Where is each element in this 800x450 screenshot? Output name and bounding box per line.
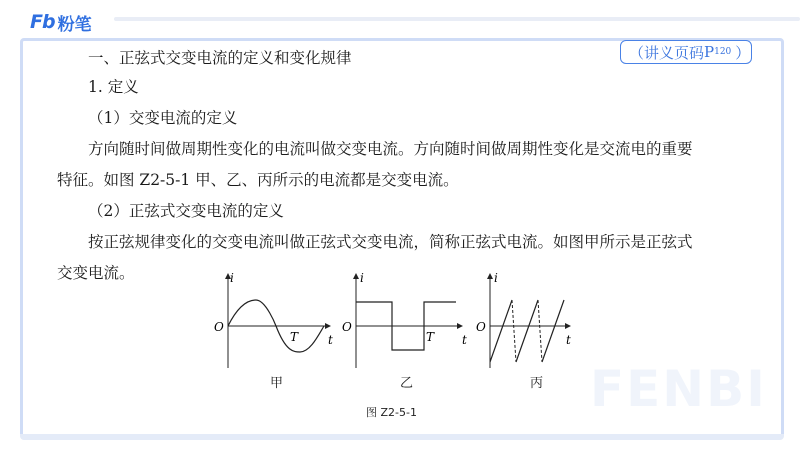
- page-ref-close: ）: [735, 43, 751, 62]
- section-heading: 一、正弦式交变电流的定义和变化规律: [88, 49, 352, 67]
- subsection-1b: （2）正弦式交变电流的定义: [88, 202, 284, 220]
- label-i-jia: i: [230, 271, 234, 285]
- panel-label-bing: 丙: [530, 376, 544, 391]
- paragraph-2-line-2: 交变电流。: [57, 264, 135, 282]
- paragraph-1-line-2: 特征。如图 Z2-5-1 甲、乙、丙所示的电流都是交变电流。: [57, 171, 459, 189]
- top-bar: [0, 0, 800, 36]
- panel-label-jia: 甲: [270, 376, 284, 391]
- label-t-period-yi: T: [426, 330, 435, 344]
- label-i-bing: i: [494, 271, 498, 285]
- panel-jia-sine: [214, 271, 333, 368]
- logo-mark: Fb: [30, 11, 55, 33]
- page-ref-letter: P: [704, 43, 715, 61]
- label-t-yi: t: [462, 333, 467, 347]
- panel-yi-square: [342, 271, 467, 368]
- logo-text: 粉笔: [57, 14, 92, 35]
- label-o-jia: O: [214, 320, 224, 334]
- saw-drop-1: [512, 300, 516, 362]
- figure-caption: 图 Z2-5-1: [366, 406, 417, 419]
- saw-ramp-3: [542, 300, 564, 362]
- label-o-bing: O: [476, 320, 486, 334]
- panel-label-yi: 乙: [400, 376, 414, 391]
- label-t-bing: t: [566, 333, 571, 347]
- saw-ramp-1: [490, 300, 512, 362]
- label-t-period-jia: T: [290, 330, 299, 344]
- subsection-1: 1. 定义: [88, 78, 139, 96]
- label-i-yi: i: [360, 271, 364, 285]
- label-t-jia: t: [328, 333, 333, 347]
- saw-ramp-2: [516, 300, 538, 362]
- header-divider: [114, 17, 800, 21]
- fenbi-logo: [30, 11, 92, 33]
- page-reference-badge: [620, 40, 752, 64]
- paragraph-1-line-1: 方向随时间做周期性变化的电流叫做交变电流。方向随时间做周期性变化是交流电的重要: [88, 140, 693, 158]
- paragraph-2-line-1: 按正弦规律变化的交变电流叫做正弦式交变电流，简称正弦式电流。如图甲所示是正弦式: [88, 233, 693, 251]
- page-ref-number: 120: [714, 47, 732, 57]
- page-ref-label: （讲义页码: [629, 43, 705, 62]
- label-o-yi: O: [342, 320, 352, 334]
- watermark: FENBI: [590, 360, 767, 418]
- figure-z2-5-1: [200, 266, 600, 426]
- saw-drop-2: [538, 300, 542, 362]
- subsection-1a: （1）交变电流的定义: [88, 109, 238, 127]
- panel-bing-sawtooth: [476, 271, 571, 368]
- waveform-diagrams: [200, 266, 600, 426]
- card-bottom-shadow: [20, 434, 784, 440]
